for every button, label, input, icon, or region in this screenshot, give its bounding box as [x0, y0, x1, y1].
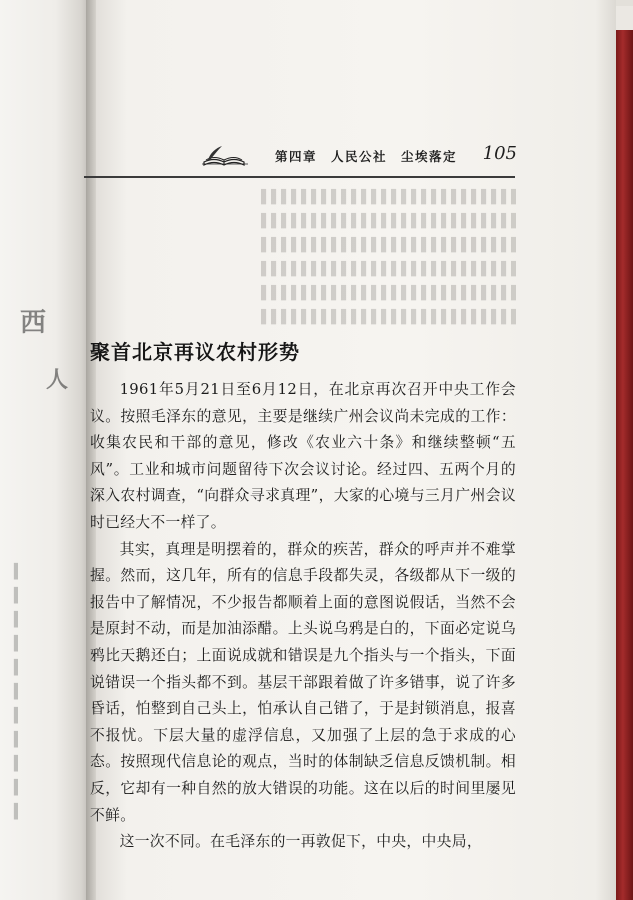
chapter-number: 第四章 — [275, 149, 318, 164]
paragraph: 1961年5月21日至6月12日，在北京再次召开中央工作会议。按照毛泽东的意见，主要是继续广州会议尚未完成的工作：收集农民和干部的意见，修改《农业六十条》和继续整顿“五风”。工业和城市问题留待下次会议讨论。经过四、五两个月的深入农村调查，“向群众寻求真理”，大家的心境与三月广州会议时已经大不一样了。 — [90, 381, 516, 531]
left-page-bleed-glyph: 人 — [46, 367, 69, 393]
chapter-title: 人民公社 — [331, 149, 388, 164]
page-number: 105 — [482, 143, 517, 164]
show-through-text: ▌▌▌▌▌▌▌▌▌▌▌▌▌▌▌▌▌▌▌▌▌▌▌▌▌▌ ▌▌▌▌▌▌▌▌▌▌▌▌▌▌▌▌▌▌▌▌▌▌▌▌▌▌ ▌▌▌▌▌▌▌▌▌▌▌▌▌▌▌▌▌▌▌▌▌▌▌▌▌▌ ▌▌▌▌▌▌▌▌▌▌▌▌▌▌▌▌▌▌▌▌▌▌▌▌▌▌ ▌▌▌▌▌▌▌▌▌▌▌▌▌▌▌▌▌▌▌▌▌▌▌▌▌▌ ▌▌▌▌▌▌▌▌▌▌▌▌▌▌▌▌▌▌▌▌▌▌▌▌▌▌ — [256, 190, 516, 325]
paragraph: 这一次不同。在毛泽东的一再敦促下，中央，中央局， — [119, 833, 482, 851]
section-title: 聚首北京再议农村形势 — [90, 340, 300, 364]
book-cover-edge — [616, 30, 633, 900]
body-text — [90, 377, 516, 856]
chapter-subtitle: 尘埃落定 — [401, 149, 458, 164]
header-rule — [84, 176, 515, 178]
open-book-quill-icon — [200, 145, 250, 167]
left-page-bleed-glyph: ▍ ▍ ▍ ▍ ▍ ▍ ▍ ▍ ▍ ▍ ▍ — [14, 564, 25, 820]
left-page-bleed-glyph: 西 — [20, 308, 47, 338]
chapter-label — [275, 147, 457, 165]
paragraph: 其实，真理是明摆着的，群众的疾苦，群众的呼声并不难掌握。然而，这几年，所有的信息手段都失灵，各级都从下一级的报告中了解情况，不少报告都顺着上面的意图说假话，当然不会是原封不动，而是加油添醋。上头说乌鸦是白的，下面必定说乌鸦比天鹅还白；上面说成就和错误是九个指头与一个指头，下面说错误一个指头都不到。基层干部跟着做了许多错事，说了许多昏话，怕整到自己头上，怕承认自己错了，于是封锁消息，报喜不报忧。下层大量的虚浮信息，又加强了上层的急于求成的心态。按照现代信息论的观点，当时的体制缺乏信息反馈机制。相反，它却有一种自然的放大错误的功能。这在以后的时间里屡见不鲜。 — [90, 540, 516, 824]
left-page — [0, 0, 92, 900]
running-head — [130, 143, 525, 171]
